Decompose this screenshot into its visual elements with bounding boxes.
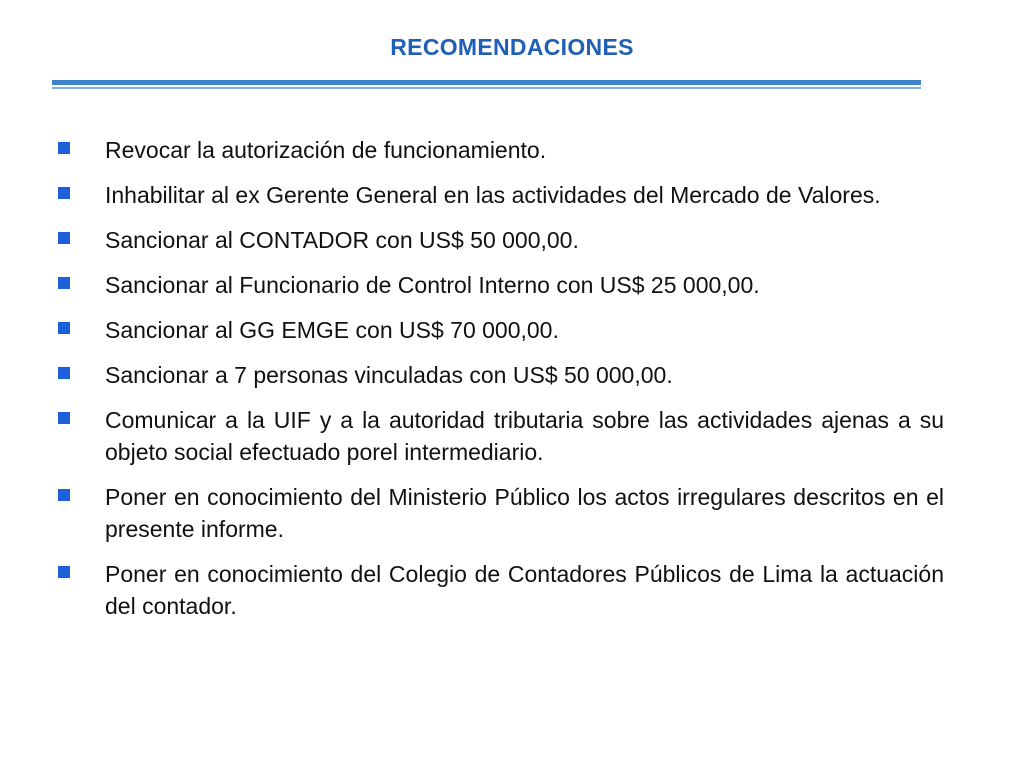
list-item-text: Poner en conocimiento del Colegio de Contadores Públicos de Lima la actuación del contador. bbox=[105, 561, 944, 619]
square-bullet-icon bbox=[58, 232, 70, 244]
square-bullet-icon bbox=[58, 489, 70, 501]
square-bullet-icon bbox=[58, 277, 70, 289]
list-item-text: Comunicar a la UIF y a la autoridad tributaria sobre las actividades ajenas a su objeto social efectuado porel intermediario. bbox=[105, 407, 944, 465]
list-item bbox=[0, 314, 944, 346]
title-divider-thin bbox=[52, 87, 921, 89]
list-item bbox=[0, 224, 944, 256]
list-item bbox=[0, 269, 944, 301]
square-bullet-icon bbox=[58, 142, 70, 154]
list-item-text: Poner en conocimiento del Ministerio Público los actos irregulares descritos en el presente informe. bbox=[105, 484, 944, 542]
square-bullet-icon bbox=[58, 322, 70, 334]
list-item-text: Sancionar al Funcionario de Control Interno con US$ 25 000,00. bbox=[105, 272, 760, 298]
list-item-text: Sancionar al CONTADOR con US$ 50 000,00. bbox=[105, 227, 579, 253]
square-bullet-icon bbox=[58, 187, 70, 199]
list-item bbox=[0, 558, 944, 622]
page-title: RECOMENDACIONES bbox=[390, 34, 634, 60]
list-item bbox=[0, 481, 944, 545]
list-item-text: Sancionar a 7 personas vinculadas con US$ 50 000,00. bbox=[105, 362, 673, 388]
square-bullet-icon bbox=[58, 566, 70, 578]
list-item-text: Sancionar al GG EMGE con US$ 70 000,00. bbox=[105, 317, 559, 343]
square-bullet-icon bbox=[58, 412, 70, 424]
list-item-text: Revocar la autorización de funcionamiento. bbox=[105, 137, 547, 163]
list-item bbox=[0, 404, 944, 468]
list-item-text: Inhabilitar al ex Gerente General en las actividades del Mercado de Valores. bbox=[105, 182, 881, 208]
list-item bbox=[0, 134, 944, 166]
list-item bbox=[0, 179, 944, 211]
title-divider bbox=[52, 80, 921, 85]
recommendations-list bbox=[0, 134, 1024, 635]
list-item bbox=[0, 359, 944, 391]
square-bullet-icon bbox=[58, 367, 70, 379]
